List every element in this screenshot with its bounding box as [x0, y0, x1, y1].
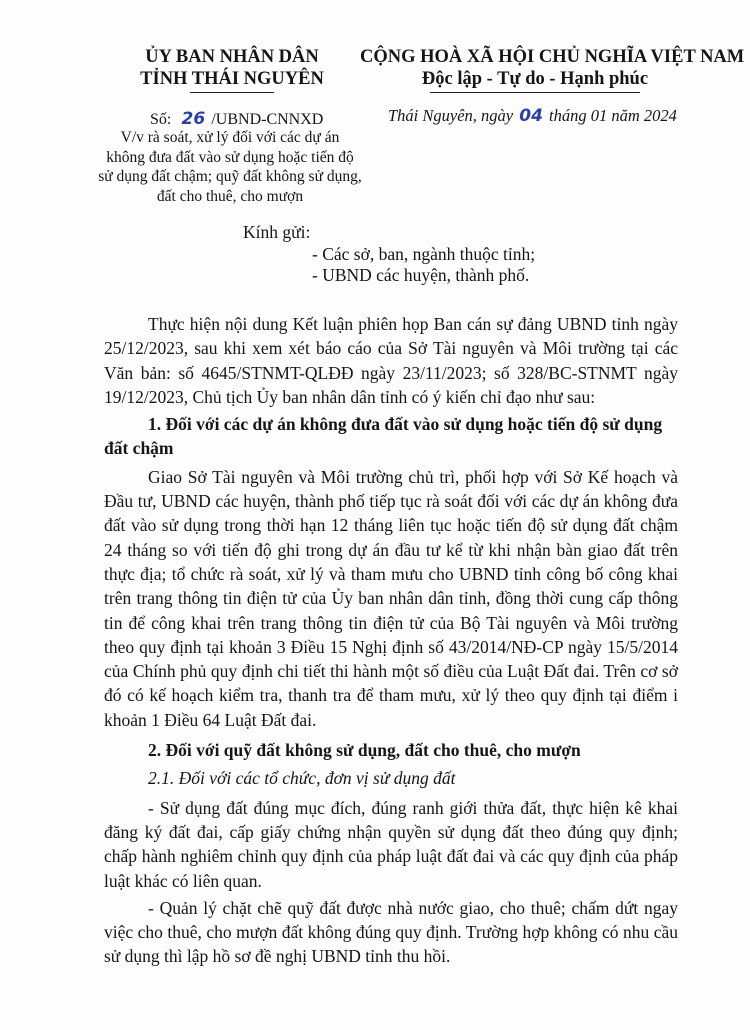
document-number: [150, 109, 323, 129]
recipients-label: Kính gửi:: [243, 222, 311, 242]
section-2-1-paragraph: - Quản lý chặt chẽ quỹ đất được nhà nước giao, cho thuê; chấm dứt ngay việc cho thuê, cho mượn đất không đúng quy định. Trường hợp không có nhu cầu sử dụng thì lập hồ sơ đề nghị UBND tỉnh thu hồi.: [104, 897, 678, 967]
issuing-authority: [92, 46, 372, 93]
subject-line: V/v rà soát, xử lý đối với các dự án: [120, 129, 340, 146]
section-2-1-heading: 2.1. Đối với các tổ chức, đơn vị sử dụng đất: [148, 768, 456, 789]
date-suffix: tháng 01 năm 2024: [549, 106, 677, 125]
section-2-heading: 2. Đối với quỹ đất không sử dụng, đất cho thuê, cho mượn: [148, 740, 581, 761]
handwritten-number: 26: [181, 109, 206, 129]
handwritten-day: 04: [519, 106, 543, 126]
document-body: [104, 312, 678, 969]
recipient-item: - Các sở, ban, ngành thuộc tỉnh;: [312, 244, 536, 264]
recipient-item: - UBND các huyện, thành phố.: [312, 265, 530, 285]
subject-summary: [80, 128, 380, 206]
authority-line-1: ỦY BAN NHÂN DÂN: [145, 47, 319, 67]
subject-line: sử dụng đất chậm; quỹ đất không sử dụng,: [98, 168, 362, 185]
section-2-1-paragraph: - Sử dụng đất đúng mục đích, đúng ranh giới thửa đất, thực hiện kê khai đăng ký đất đai, cấp giấy chứng nhận quyền sử dụng đất theo đúng quy định; chấp hành nghiêm chỉnh quy định của pháp luật đất đai và các quy định của pháp luật khác có liên quan.: [104, 797, 678, 891]
number-suffix: /UBND-CNNXD: [211, 111, 324, 128]
motto: Độc lập - Tự do - Hạnh phúc: [421, 69, 649, 89]
motto-underline: [430, 92, 640, 93]
number-prefix: Số:: [150, 111, 172, 128]
subject-line: đất cho thuê, cho mượn: [156, 187, 304, 205]
section-1-heading: 1. Đối với các dự án không đưa đất vào sử dụng hoặc tiến độ sử dụng đất chậm: [104, 414, 663, 459]
intro-paragraph: Thực hiện nội dung Kết luận phiên họp Ban cán sự đảng UBND tỉnh ngày 25/12/2023, sau khi xem xét báo cáo của Sở Tài nguyên và Môi trường tại các Văn bản: số 4645/STNMT-QLĐĐ ngày 23/11/2023; số 328/BC-STNMT ngày 19/12/2023, Chủ tịch Ủy ban nhân dân tỉnh có ý kiến chỉ đạo như sau:: [104, 314, 678, 407]
national-motto: [360, 46, 745, 93]
date-prefix: Thái Nguyên, ngày: [388, 106, 514, 125]
authority-line-2: TỈNH THÁI NGUYÊN: [140, 69, 324, 89]
place-date: [388, 106, 677, 126]
subject-line: không đưa đất vào sử dụng hoặc tiến độ: [106, 148, 354, 166]
authority-underline: [190, 92, 274, 93]
section-1-paragraph: Giao Sở Tài nguyên và Môi trường chủ trì, phối hợp với Sở Kế hoạch và Đầu tư, UBND các huyện, thành phố tiếp tục rà soát đối với các dự án không đưa đất vào sử dụng trong thời hạn 12 tháng liên tục hoặc tiến độ sử dụng đất chậm 24 tháng so với tiến độ ghi trong dự án đầu tư kể từ khi nhận bàn giao đất trên thực địa; tổ chức rà soát, xử lý và tham mưu cho UBND tỉnh công bố công khai trên trang thông tin điện tử của Ủy ban nhân dân tỉnh, đồng thời cung cấp thông tin để công khai trên trang thông tin điện tử của Bộ Tài nguyên và Môi trường theo quy định tại khoản 3 Điều 15 Nghị định số 43/2014/NĐ-CP ngày 15/5/2014 của Chính phủ quy định chi tiết thi hành một số điều của Luật Đất đai. Trên cơ sở đó có kế hoạch kiểm tra, thanh tra để tham mưu, xử lý theo quy định tại điểm i khoản 1 Điều 64 Luật Đất đai.: [104, 466, 678, 730]
nation-title: CỘNG HOÀ XÃ HỘI CHỦ NGHĨA VIỆT NAM: [360, 47, 745, 67]
